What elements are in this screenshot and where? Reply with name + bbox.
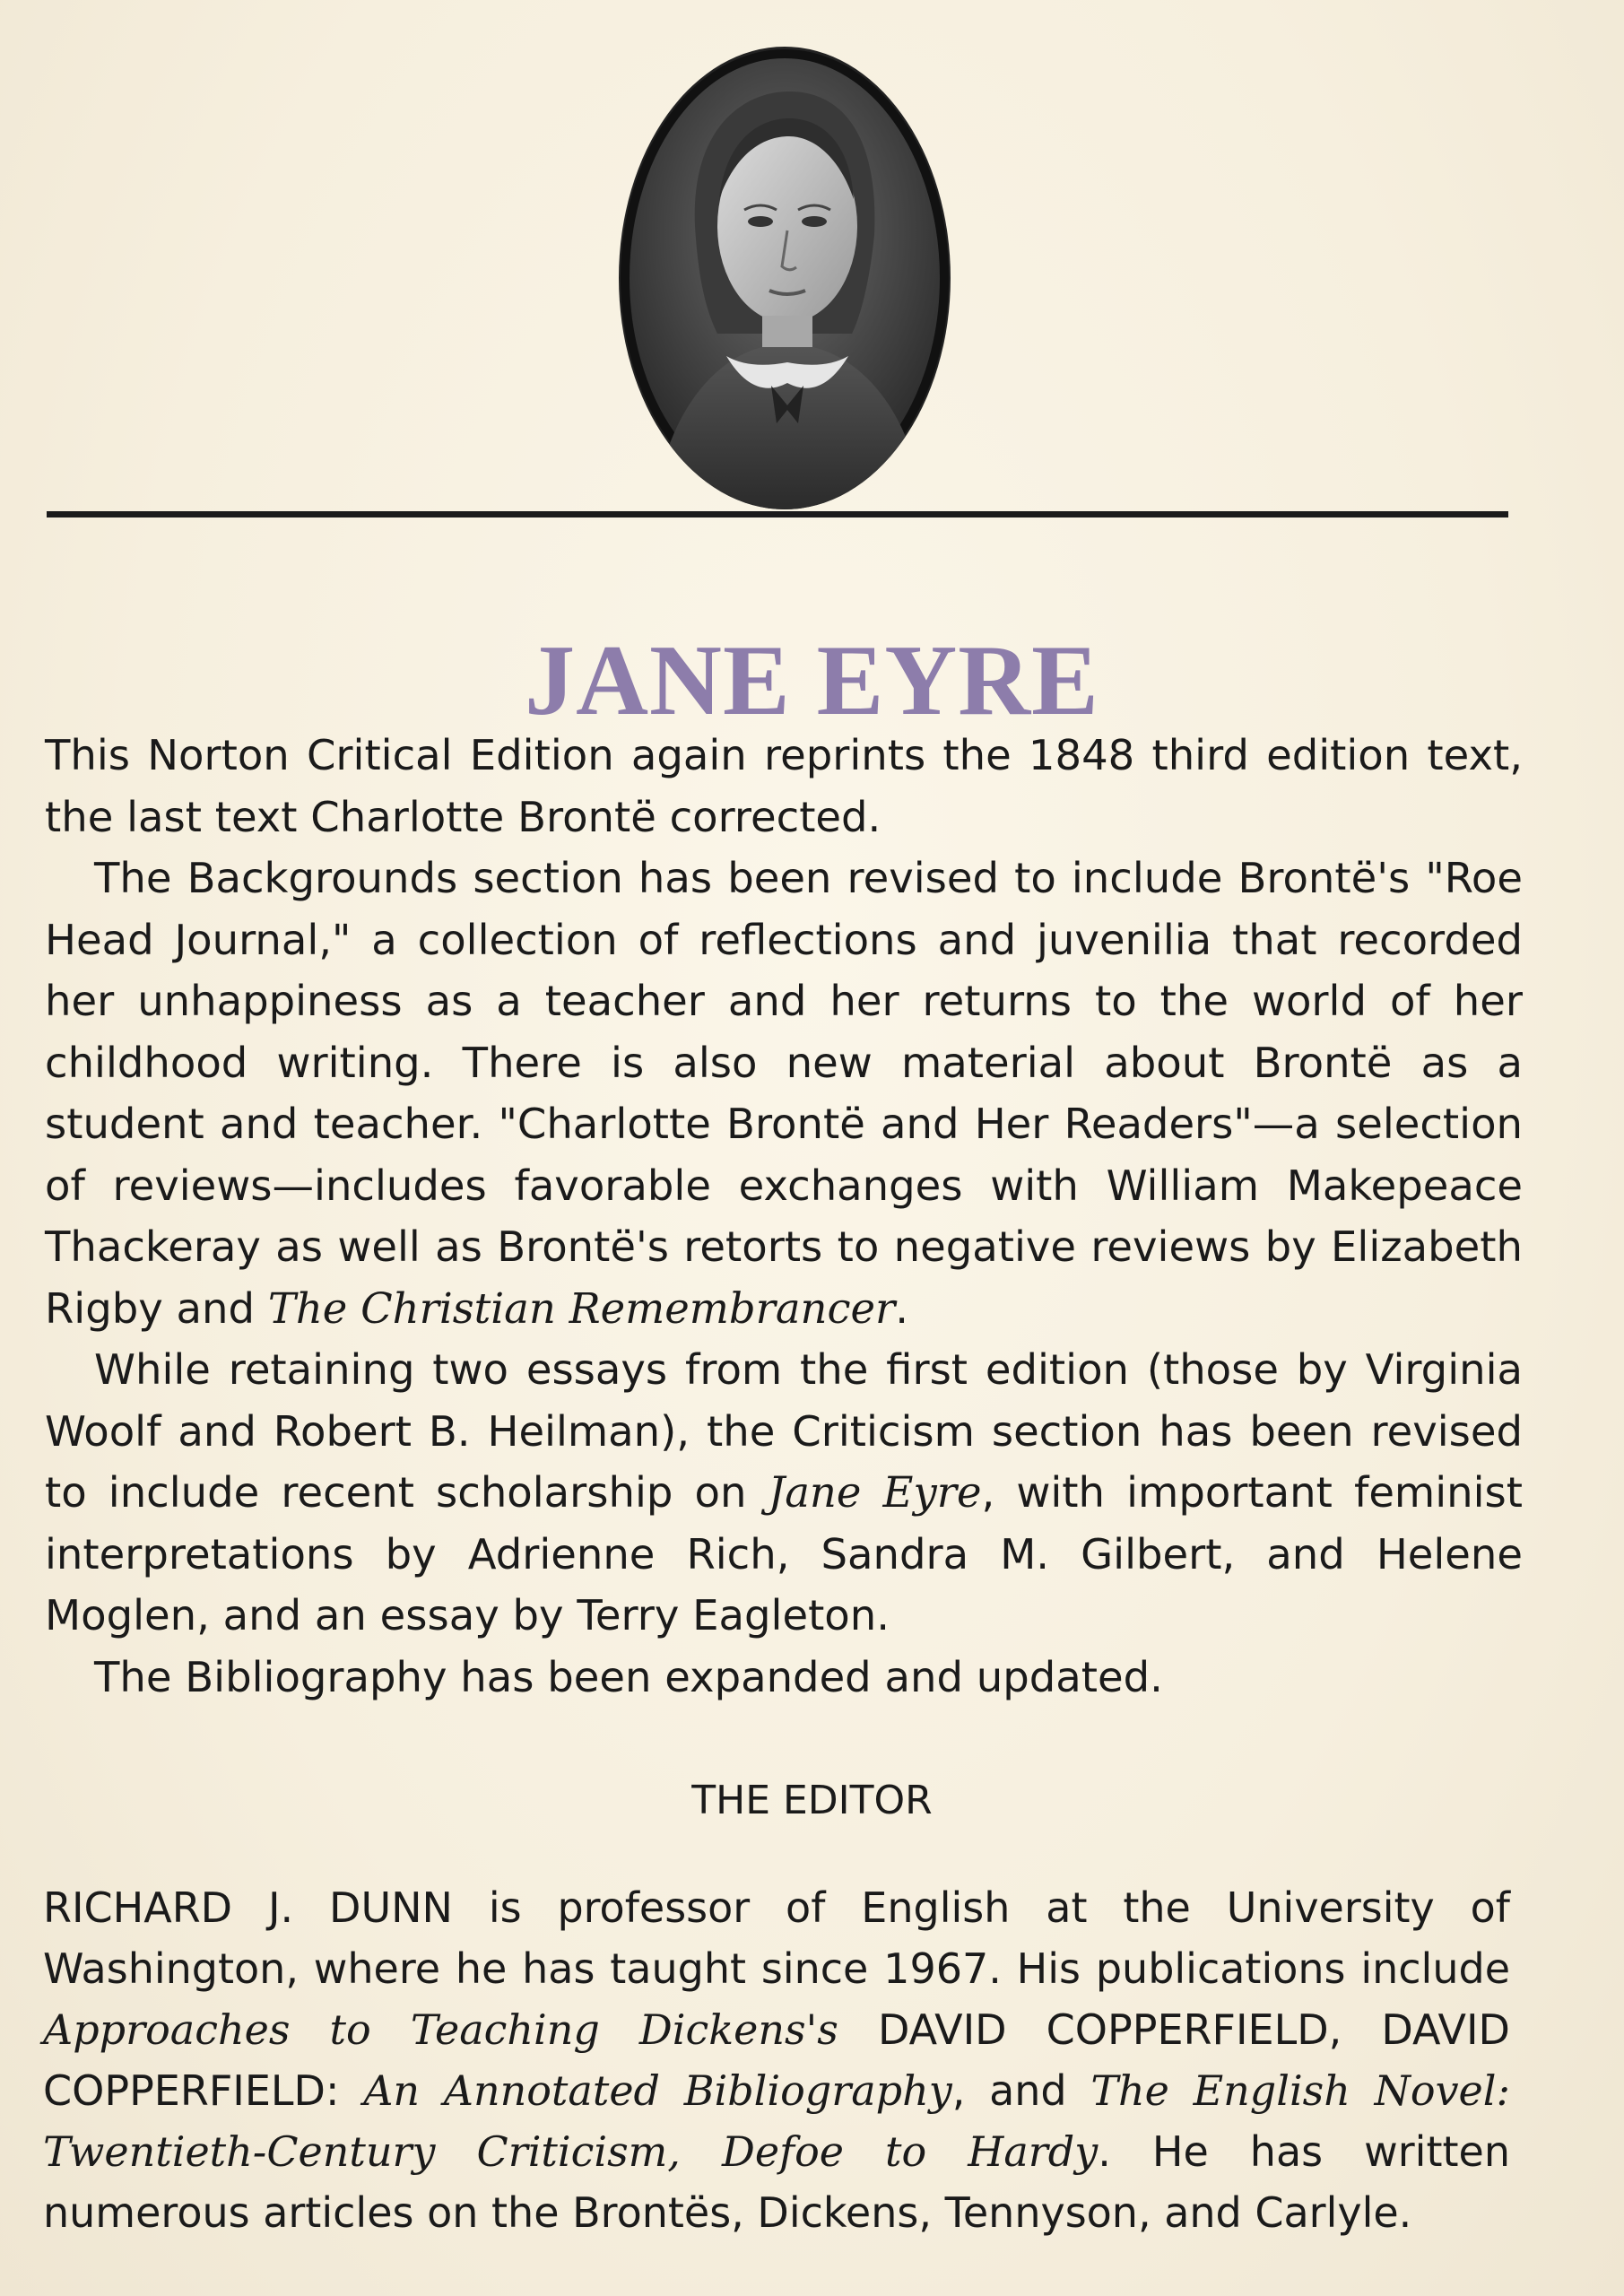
book-description bbox=[45, 725, 1523, 1708]
editor-bio-text-2: DAVID COPPERFIELD, DAVID COPPERFIELD: bbox=[43, 2005, 1510, 2115]
book-title: JANE EYRE bbox=[525, 625, 1099, 737]
editor-heading: THE EDITOR bbox=[691, 1778, 933, 1823]
italic-book-title: Jane Eyre bbox=[768, 1468, 982, 1517]
editor-bio-text-4: . He has written numerous articles on the Brontës, Dickens, Tennyson, and Carlyle. bbox=[43, 2127, 1510, 2237]
description-paragraph-1: This Norton Critical Edition again reprints the 1848 third edition text, the last text Charlotte Brontë corrected. bbox=[45, 731, 1523, 841]
italic-title-english-novel: The English Novel: Twentieth-Century Criticism, Defoe to Hardy bbox=[43, 2066, 1510, 2176]
description-paragraph-3 bbox=[45, 1339, 1523, 1647]
editor-bio-paragraph bbox=[43, 1877, 1510, 2243]
italic-journal-title: The Christian Remembrancer bbox=[267, 1283, 896, 1333]
description-paragraph-2-end: . bbox=[895, 1283, 909, 1333]
description-paragraph-2-text: The Backgrounds section has been revised to include Brontë's "Roe Head Journal," a collection of reflections and juvenilia that recorded her unhappiness as a teacher and her returns to the world of her childhood writing. There is also new material about Brontë as a student and teacher. "Charlotte Brontë and Her Readers"—a selection of reviews—includes favorable exchanges with William Makepeace Thackeray as well as Brontë's retorts to negative reviews by Elizabeth Rigby and bbox=[45, 854, 1523, 1333]
portrait-engraving-image bbox=[619, 47, 951, 509]
description-paragraph-3-end: , with important feminist interpretations by Adrienne Rich, Sandra M. Gilbert, and Helene Moglen, and an essay by Terry Eagleton. bbox=[45, 1468, 1523, 1639]
description-paragraph-4: The Bibliography has been expanded and updated. bbox=[94, 1652, 1163, 1701]
editor-bio-text-1: RICHARD J. DUNN is professor of English at the University of Washington, where he has taught since 1967. His publications include bbox=[43, 1883, 1510, 1993]
description-paragraph-2 bbox=[45, 848, 1523, 1339]
italic-title-bibliography: An Annotated Bibliography bbox=[363, 2066, 952, 2115]
description-paragraph-3-text: While retaining two essays from the first edition (those by Virginia Woolf and Robert B. Heilman), the Criticism section has been revised to include recent scholarship on bbox=[45, 1345, 1523, 1517]
horizontal-rule bbox=[47, 511, 1508, 517]
editor-bio bbox=[43, 1877, 1510, 2243]
italic-title-approaches: Approaches to Teaching Dickens's bbox=[43, 2005, 838, 2054]
author-portrait bbox=[619, 47, 951, 509]
editor-bio-text-3: , and bbox=[951, 2066, 1091, 2115]
